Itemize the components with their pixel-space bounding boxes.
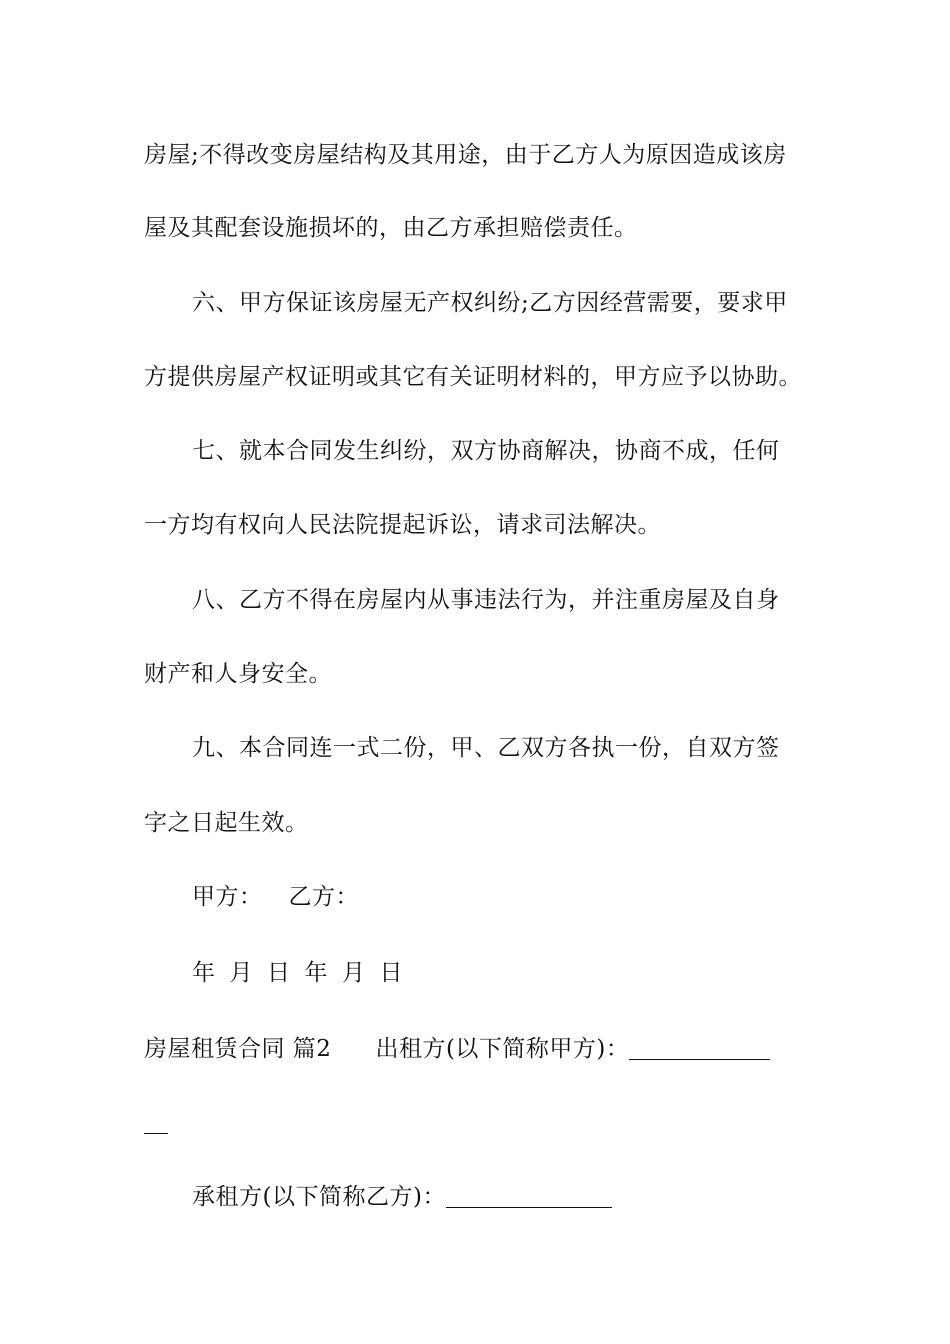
party-a-label: 甲方： bbox=[192, 884, 263, 910]
lessor-blank-line-cont bbox=[144, 1111, 168, 1134]
paragraph-5-line-2: 屋及其配套设施损坏的，由乙方承担赔偿责任。 bbox=[144, 215, 638, 241]
lessee-row bbox=[192, 1182, 809, 1212]
date-day-a: 日 bbox=[267, 960, 291, 986]
paragraph-5-line-1: 房屋;不得改变房屋结构及其用途，由于乙方人为原因造成该房 bbox=[144, 142, 787, 168]
lessee-blank-line bbox=[446, 1185, 612, 1208]
lessee-label: 承租方(以下简称乙方)： bbox=[192, 1184, 446, 1210]
date-row bbox=[192, 958, 809, 988]
date-month-a: 月 bbox=[229, 960, 253, 986]
paragraph-6-line-2: 方提供房屋产权证明或其它有关证明材料的，甲方应予以协助。 bbox=[144, 364, 802, 390]
paragraph-8-line-1: 八、乙方不得在房屋内从事违法行为，并注重房屋及自身 bbox=[192, 587, 780, 613]
signature-row bbox=[192, 882, 809, 912]
paragraph-7-line-1: 七、就本合同发生纠纷，双方协商解决，协商不成，任何 bbox=[192, 438, 780, 464]
section-2-header-row bbox=[144, 1034, 809, 1064]
paragraph-9-line-1: 九、本合同连一式二份，甲、乙双方各执一份，自双方签 bbox=[192, 735, 780, 761]
paragraph-6-line-1: 六、甲方保证该房屋无产权纠纷;乙方因经营需要，要求甲 bbox=[192, 290, 788, 316]
section-2-heading: 房屋租赁合同 篇2 bbox=[144, 1036, 332, 1062]
lessor-label: 出租方(以下简称甲方)： bbox=[375, 1036, 630, 1062]
date-year-b: 年 bbox=[304, 960, 328, 986]
paragraph-8-line-2: 财产和人身安全。 bbox=[144, 661, 332, 687]
paragraph-9-line-2: 字之日起生效。 bbox=[144, 810, 309, 836]
date-month-b: 月 bbox=[342, 960, 366, 986]
paragraph-7-line-2: 一方均有权向人民法院提起诉讼，请求司法解决。 bbox=[144, 512, 661, 538]
lessor-blank-line bbox=[629, 1037, 770, 1060]
date-year-a: 年 bbox=[192, 960, 216, 986]
lessor-blank-continuation bbox=[144, 1108, 809, 1138]
party-b-label: 乙方： bbox=[288, 884, 359, 910]
date-day-b: 日 bbox=[379, 960, 403, 986]
